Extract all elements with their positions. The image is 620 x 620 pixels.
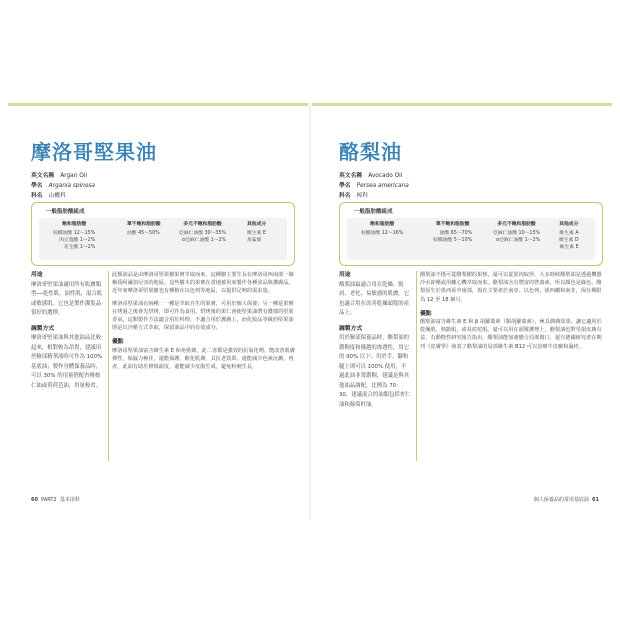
fatty-acid-table — [347, 218, 595, 260]
paragraph: 酪梨油不僅可從酪梨樹的果核，還可以從果肉取得，大多時候酪梨油是透過機器冷水抑壓或用離心機萃取而來。酪梨油含有豐富的營養素，所以顏色是綠色，酪梨原生於墨西哥中南部，現在主要產於南亞、以色列、紐西蘭和南非，保存期限為 12 至 18 個月。 — [420, 272, 602, 303]
blend-heading: 調製方式 — [31, 325, 55, 332]
monounsaturated-column: 單不飽和脂肪酸 油酸 65～70% 棕櫚油酸 5～10% — [433, 222, 473, 243]
use-text: 摩洛哥堅果油適用所有肌膚類型──乾性肌、油性肌、混合肌或敏感肌。它也是製作護髮品很好的選擇。 — [31, 281, 103, 316]
paragraph: 摩洛哥堅果油有兩種：一種是萃取自生的果實，可用於個人保養；另一種是果實在烤過之後會先烘烤，即可作為食用。烘烤後的果仁會使堅果油帶有濃郁的堅果香氣，這類製作方法適合用於料理，不適合用於護膚上，而化妝品等級的堅果油則是以冷壓方式萃取，保留油品中的有效成分。 — [112, 300, 294, 332]
fatty-acid-table — [39, 218, 287, 260]
paragraph: 摩洛哥堅果油富含維生素 E 和角鯊烯，此二者都是強效的抗氧化劑，能改善肌膚彈性，保濕力極佳，還能保護、軟化肌膚，具抗老效果，還能減少色素沉澱。再者，此油有助於修復頭皮，還能減少皮脂生成，避免粉刺生長。 — [112, 347, 295, 371]
main-text — [112, 271, 297, 371]
features-heading: 優點 — [112, 339, 124, 346]
right-page — [326, 103, 612, 520]
saturated-column: 飽和脂肪酸 棕櫚油酸 12～15% 肉豆蔻酸 1～2% 花生酸 1～2% — [53, 222, 96, 250]
paragraph: 此類油品是由摩洛哥堅果樹果實萃取而來，這種樹主要生長在摩洛哥西南部一個稱爲阿爾加尼亞的地區。這些樹木的果實在當地被用來製作各種食品與護膚品。近年來摩洛哥堅果樹也有種植在以色列等地區，以提供足夠的需求量。 — [112, 272, 294, 295]
page-footer: 個人保養品的常用基底油 61 — [533, 497, 599, 503]
column-divider — [108, 271, 109, 461]
english-name: 英文名稱 Argan Oil — [31, 173, 87, 179]
features-heading: 優點 — [420, 310, 432, 317]
sidebar — [31, 271, 103, 391]
scientific-name: 學名 Argania spinosa — [31, 183, 95, 189]
fatty-acid-box — [31, 202, 295, 266]
saturated-column: 飽和脂肪酸 棕櫚油酸 12～16% — [361, 222, 404, 236]
main-text — [420, 271, 605, 351]
scientific-name: 學名 Persea americana — [339, 183, 409, 189]
column-divider — [416, 271, 417, 461]
book-spine — [308, 103, 312, 520]
monounsaturated-column: 單不飽和脂肪酸 油酸 45～50% — [127, 222, 161, 236]
polyunsaturated-column: 多元不飽和脂肪酸 亞麻仁油酸 10～15% α亞麻仁油酸 1～2% — [493, 222, 541, 243]
use-heading: 用途 — [339, 272, 351, 278]
page-footer: 60 PART2 基本用料 — [31, 497, 80, 503]
book-spread — [8, 103, 612, 520]
sidebar — [339, 271, 411, 410]
english-name: 英文名稱 Avocado Oil — [339, 173, 403, 179]
family-name: 科名 山欖科 — [31, 193, 67, 199]
use-heading: 用途 — [31, 272, 43, 278]
left-page — [18, 103, 304, 520]
polyunsaturated-column: 多元不飽和脂肪酸 亞麻仁油酸 30～35% α亞麻仁油酸 1～2% — [179, 222, 227, 243]
use-text: 酪梨油最適合用在乾燥、脫屑、老化、易敏感的肌膚。它也適合用在改善乾燥頭髮的產品上。 — [339, 281, 410, 316]
fatty-acid-title: 一般脂肪酸組成 — [354, 209, 393, 215]
other-column: 其他成分 維生素 A 維生素 D 維生素 E — [559, 222, 579, 250]
blend-heading: 調製方式 — [339, 325, 363, 332]
page-title: 摩洛哥堅果油 — [31, 140, 157, 164]
fatty-acid-box — [339, 202, 603, 266]
blend-text: 摩洛哥堅果油與其他油品比較起來，相對較為昂貴，建議用於臉部精華液時可作為 100% 基底油；製作身體保養品時，可以 30% 的用量搭配杏桃核仁油或荷荷芭油，用量較省。 — [31, 335, 103, 389]
page-title: 酪梨油 — [339, 140, 402, 164]
fatty-acid-title: 一般脂肪酸組成 — [46, 209, 85, 215]
paragraph: 酪梨油富含維生素 E 和 β 胡蘿蔔素（類胡蘿蔔素），極具潤膚效果，讓它適用於乾燥肌、熟齡肌，或易痘痘肌。還可以用在頭髮護理上，酪梨油也對受損皮膚有益，有動物性研究報告指出，酪梨油能加速癒合局部傷口，還有德國研究者在期刊《皮膚學》發表了酪梨油的局部維生素 B12 可以治療牛皮癬和濕疹。 — [420, 319, 602, 350]
family-name: 科名 樟科 — [339, 193, 369, 199]
other-column: 其他成分 維生素 E 角鯊烯 — [247, 222, 267, 243]
blend-text: 用於臉部保養品時，酪梨油的濃稠度和優越的渗透性，用它的 90% 以下；用於手、腳和腿上則可以 100% 使用，不過此油非常濃稠，建議是與其他油品調配，比例為 70：30，建議混合的油類包括杏仁油和葡萄籽油。 — [339, 335, 411, 408]
